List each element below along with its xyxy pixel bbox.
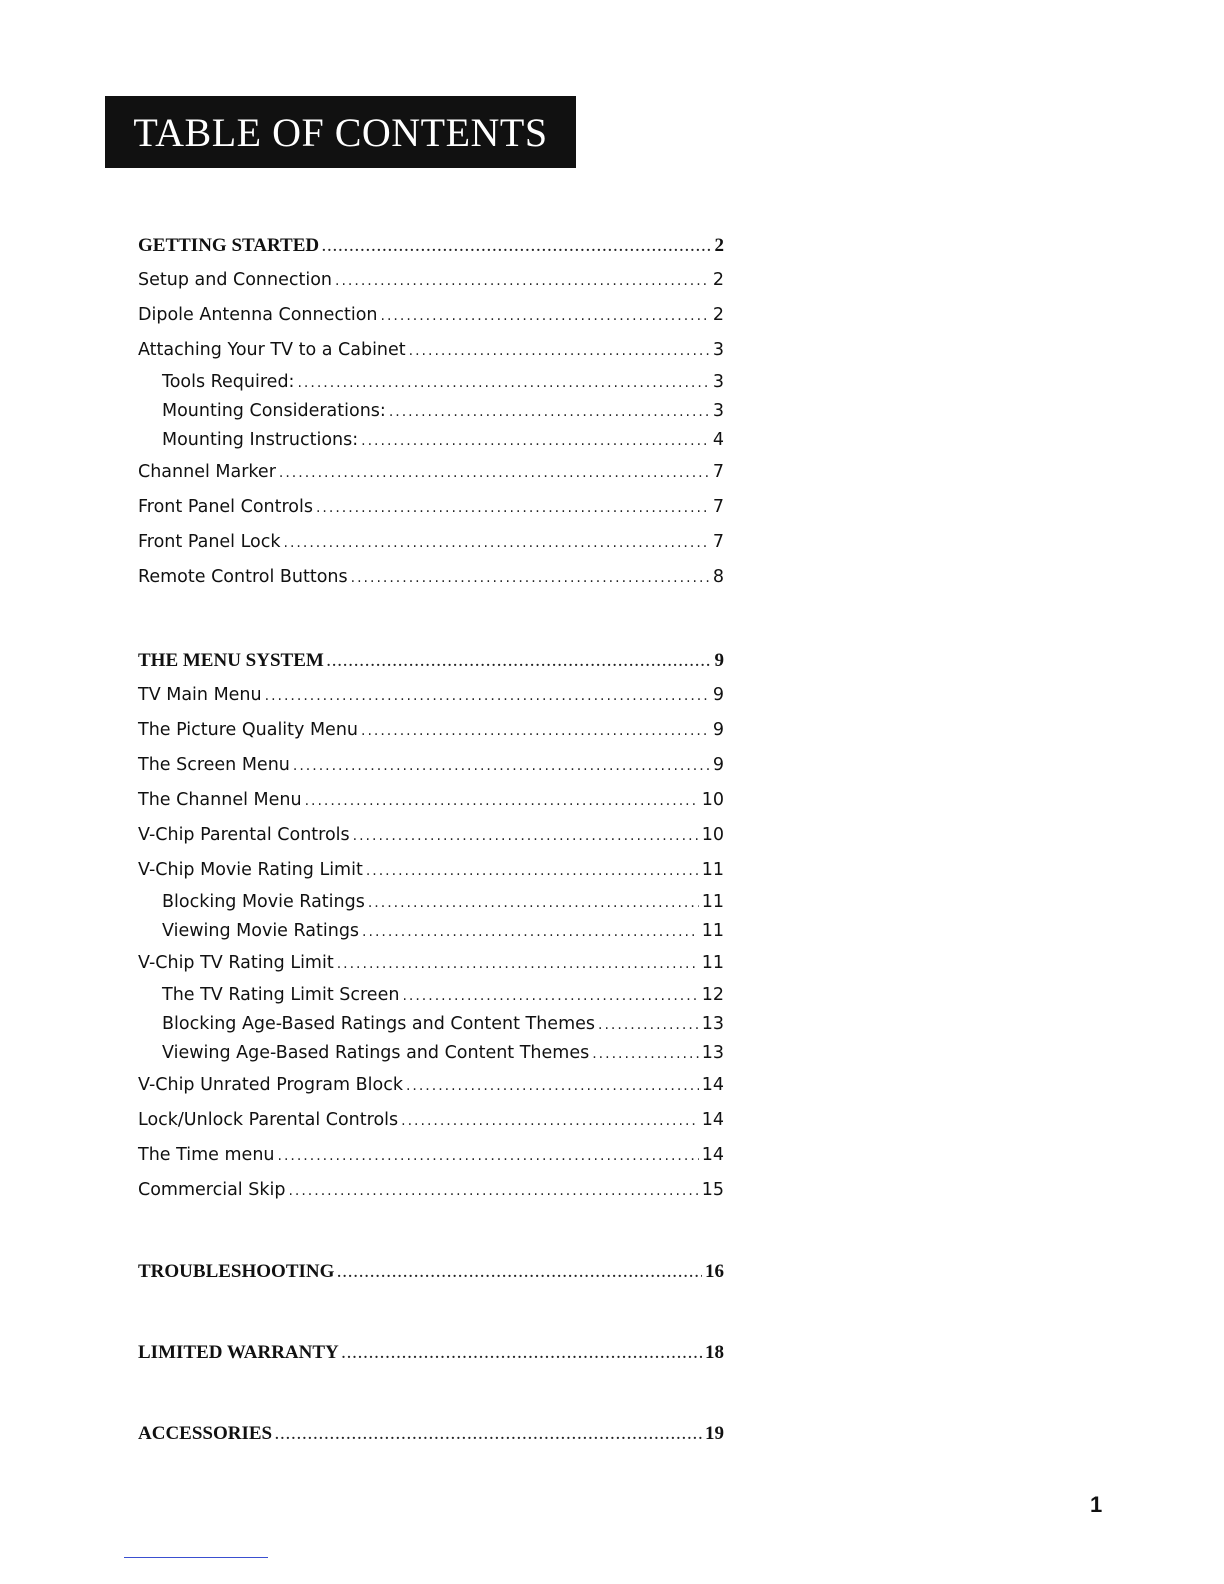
toc-entry-page: 14 [701, 1075, 724, 1095]
toc-entry[interactable] [138, 1010, 724, 1039]
toc-entry[interactable] [138, 917, 724, 946]
toc-entry[interactable] [138, 298, 724, 333]
toc-entry-label: LIMITED WARRANTY [138, 1342, 339, 1363]
dot-leader [322, 230, 711, 265]
toc-entry[interactable] [138, 426, 724, 455]
dot-leader [335, 264, 710, 299]
toc-entry-page: 2 [712, 305, 724, 325]
dot-leader [409, 334, 710, 369]
toc-heading[interactable] [138, 228, 724, 263]
toc-entry-label: TV Main Menu [138, 685, 262, 705]
table-of-contents [138, 228, 724, 1451]
dot-leader [406, 1069, 699, 1104]
toc-entry-label: The TV Rating Limit Screen [162, 985, 400, 1005]
toc-entry-page: 12 [701, 985, 724, 1005]
toc-entry-label: Attaching Your TV to a Cabinet [138, 340, 406, 360]
toc-entry-label: Front Panel Lock [138, 532, 281, 552]
toc-entry-page: 13 [701, 1043, 724, 1063]
toc-entry[interactable] [138, 981, 724, 1010]
dot-leader [316, 491, 710, 526]
toc-entry-label: V-Chip Movie Rating Limit [138, 860, 363, 880]
dot-leader [368, 889, 699, 918]
toc-entry-label: Front Panel Controls [138, 497, 313, 517]
toc-entry-page: 2 [712, 270, 724, 290]
dot-leader [305, 784, 699, 819]
dot-leader [402, 982, 698, 1011]
toc-entry[interactable] [138, 748, 724, 783]
toc-entry-page: 19 [705, 1423, 724, 1444]
dot-leader [592, 1040, 699, 1069]
toc-entry-page: 18 [705, 1342, 724, 1363]
toc-entry-page: 7 [712, 497, 724, 517]
toc-entry-page: 7 [712, 532, 724, 552]
toc-entry-page: 9 [712, 720, 724, 740]
toc-heading[interactable] [138, 1416, 724, 1451]
toc-entry-page: 11 [701, 921, 724, 941]
toc-entry-page: 3 [712, 372, 724, 392]
toc-entry-label: Viewing Movie Ratings [162, 921, 360, 941]
toc-entry[interactable] [138, 560, 724, 595]
toc-entry-label: Viewing Age-Based Ratings and Content Themes [162, 1043, 590, 1063]
toc-entry[interactable] [138, 490, 724, 525]
toc-section [138, 1254, 724, 1289]
toc-entry[interactable] [138, 783, 724, 818]
toc-entry-label: Channel Marker [138, 462, 276, 482]
toc-entry[interactable] [138, 525, 724, 560]
dot-leader [327, 645, 712, 680]
toc-entry-page: 11 [701, 953, 724, 973]
toc-entry-label: THE MENU SYSTEM [138, 650, 324, 671]
toc-entry-label: TROUBLESHOOTING [138, 1261, 335, 1282]
toc-entry-page: 13 [701, 1014, 724, 1034]
toc-entry-page: 8 [712, 567, 724, 587]
toc-entry-label: Commercial Skip [138, 1180, 286, 1200]
dot-leader [389, 398, 710, 427]
toc-heading[interactable] [138, 1254, 724, 1289]
dot-leader [401, 1104, 699, 1139]
toc-entry[interactable] [138, 888, 724, 917]
toc-entry-label: ACCESSORIES [138, 1423, 273, 1444]
footer-rule [124, 1557, 268, 1558]
toc-entry[interactable] [138, 1039, 724, 1068]
toc-entry-label: The Screen Menu [138, 755, 290, 775]
toc-entry-page: 9 [712, 685, 724, 705]
toc-entry-label: Mounting Instructions: [162, 430, 359, 450]
dot-leader [297, 369, 709, 398]
dot-leader [288, 1174, 698, 1209]
dot-leader [362, 918, 699, 947]
dot-leader [337, 947, 699, 982]
toc-entry[interactable] [138, 713, 724, 748]
toc-entry-label: V-Chip Parental Controls [138, 825, 350, 845]
toc-section [138, 228, 724, 595]
dot-leader [361, 714, 710, 749]
toc-entry-page: 11 [701, 860, 724, 880]
toc-entry-label: The Channel Menu [138, 790, 302, 810]
toc-entry-label: V-Chip TV Rating Limit [138, 953, 334, 973]
toc-entry-page: 14 [701, 1110, 724, 1130]
toc-entry-page: 10 [701, 825, 724, 845]
dot-leader [351, 561, 710, 596]
toc-section [138, 1416, 724, 1451]
dot-leader [353, 819, 699, 854]
toc-entry[interactable] [138, 455, 724, 490]
dot-leader [337, 1256, 702, 1291]
toc-entry-label: The Time menu [138, 1145, 275, 1165]
toc-entry[interactable] [138, 1138, 724, 1173]
toc-entry-page: 16 [705, 1261, 724, 1282]
toc-entry-label: Blocking Movie Ratings [162, 892, 365, 912]
toc-entry-page: 4 [712, 430, 724, 450]
toc-entry-page: 10 [701, 790, 724, 810]
dot-leader [293, 749, 710, 784]
toc-entry-label: Tools Required: [162, 372, 295, 392]
toc-entry-label: Dipole Antenna Connection [138, 305, 378, 325]
toc-heading[interactable] [138, 643, 724, 678]
toc-entry[interactable] [138, 853, 724, 888]
toc-entry[interactable] [138, 368, 724, 397]
page-number: 1 [1090, 1492, 1103, 1517]
toc-entry[interactable] [138, 818, 724, 853]
dot-leader [598, 1011, 699, 1040]
page-title: TABLE OF CONTENTS [105, 96, 576, 168]
toc-entry-page: 3 [712, 340, 724, 360]
toc-entry-label: V-Chip Unrated Program Block [138, 1075, 403, 1095]
dot-leader [361, 427, 710, 456]
toc-entry-page: 7 [712, 462, 724, 482]
toc-entry-label: Remote Control Buttons [138, 567, 348, 587]
section-gap [138, 1370, 724, 1416]
toc-heading[interactable] [138, 1335, 724, 1370]
dot-leader [278, 1139, 699, 1174]
toc-entry[interactable] [138, 263, 724, 298]
toc-entry[interactable] [138, 678, 724, 713]
toc-entry[interactable] [138, 1173, 724, 1208]
toc-section [138, 1335, 724, 1370]
section-gap [138, 1208, 724, 1254]
dot-leader [279, 456, 710, 491]
toc-entry-page: 14 [701, 1145, 724, 1165]
toc-entry-page: 2 [714, 235, 724, 256]
section-gap [138, 595, 724, 643]
toc-entry-label: Lock/Unlock Parental Controls [138, 1110, 399, 1130]
dot-leader [265, 679, 710, 714]
toc-section [138, 643, 724, 1208]
toc-entry-page: 3 [712, 401, 724, 421]
toc-entry-label: Blocking Age-Based Ratings and Content Themes [162, 1014, 596, 1034]
toc-entry[interactable] [138, 1068, 724, 1103]
toc-entry-page: 9 [714, 650, 724, 671]
toc-entry[interactable] [138, 1103, 724, 1138]
toc-entry[interactable] [138, 397, 724, 426]
dot-leader [342, 1337, 702, 1372]
section-gap [138, 1289, 724, 1335]
toc-entry[interactable] [138, 333, 724, 368]
toc-entry-label: Mounting Considerations: [162, 401, 386, 421]
dot-leader [381, 299, 710, 334]
toc-entry-page: 9 [712, 755, 724, 775]
dot-leader [284, 526, 710, 561]
dot-leader [366, 854, 699, 889]
toc-entry[interactable] [138, 946, 724, 981]
toc-entry-label: The Picture Quality Menu [138, 720, 358, 740]
toc-entry-label: GETTING STARTED [138, 235, 320, 256]
toc-entry-page: 11 [701, 892, 724, 912]
toc-entry-page: 15 [701, 1180, 724, 1200]
dot-leader [275, 1418, 702, 1453]
toc-entry-label: Setup and Connection [138, 270, 333, 290]
